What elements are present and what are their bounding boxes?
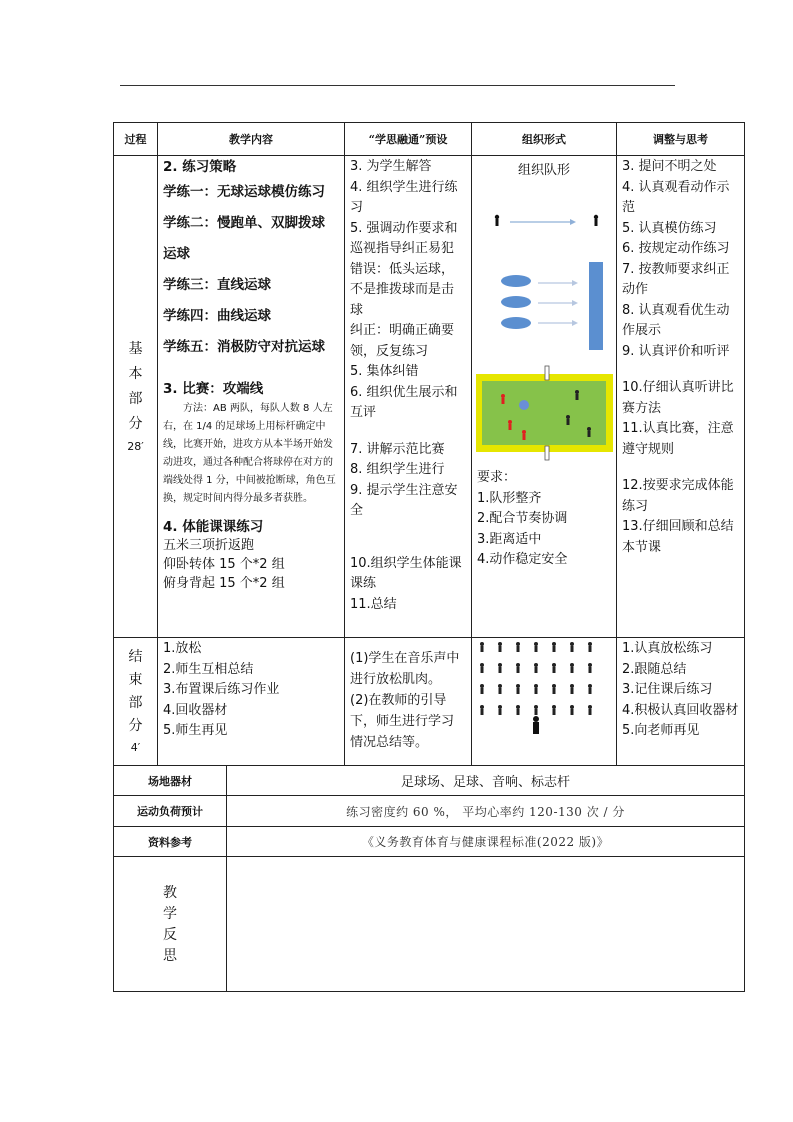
drill-4: 学练四：曲线运球 — [163, 308, 271, 324]
reference-row — [114, 827, 744, 857]
reflection-label: 教 学 反 思 — [114, 857, 227, 991]
venue-row — [114, 766, 744, 796]
reference-label: 资料参考 — [114, 827, 227, 856]
formation-diagram — [472, 178, 617, 468]
basic-content — [158, 156, 345, 637]
req-item: 3.距离适中 — [477, 531, 542, 547]
ending-adjustment — [617, 638, 744, 765]
lesson-plan-table — [113, 122, 745, 992]
reflection-row — [114, 857, 744, 991]
adjust-item: 3. 提问不明之处 — [622, 159, 717, 174]
strategy-title: 2. 练习策略 — [163, 159, 237, 175]
ending-adjust-item: 3.记住课后练习 — [622, 682, 713, 697]
req-item: 1.队形整齐 — [477, 490, 542, 506]
reference-value: 《义务教育体育与健康课程标准(2022 版)》 — [361, 835, 610, 849]
adjust-item: 4. 认真观看动作示范 — [622, 179, 730, 215]
adjust-item: 9. 认真评价和听评 — [622, 343, 730, 359]
match-title: 3. 比赛：攻端线 — [163, 381, 264, 397]
preset-item: 10.组织学生体能课课练 — [350, 555, 462, 591]
req-item: 4.动作稳定安全 — [477, 552, 568, 567]
ball-group-icon — [501, 317, 531, 329]
ending-item: 2.师生互相总结 — [163, 661, 254, 677]
ending-duration: 4′ — [130, 740, 141, 754]
preset-item: 4. 组织学生进行练习 — [350, 179, 458, 215]
basic-organization — [472, 156, 617, 637]
formation-title: 组织队形 — [517, 163, 570, 178]
ending-content — [158, 638, 345, 765]
ball-icon — [519, 400, 529, 410]
load-row — [114, 796, 744, 827]
adjust-item: 7. 按教师要求纠正动作 — [622, 261, 730, 297]
person-grid-icon — [480, 642, 592, 652]
ball-group-icon — [501, 275, 531, 287]
adjust-item: 6. 按规定动作练习 — [622, 241, 730, 256]
fitness-item-3: 俯身背起 15 个*2 组 — [163, 575, 285, 591]
drill-3: 学练三：直线运球 — [163, 277, 271, 293]
basic-part-row — [114, 156, 744, 638]
ending-preset-item: (2)在教师的引导下，师生进行学习情况总结等。 — [350, 693, 455, 750]
load-value: 练习密度约 60 %， 平均心率约 120-130 次 / 分 — [346, 804, 625, 819]
basic-preset — [345, 156, 472, 637]
req-title: 要求： — [477, 470, 517, 485]
table-header-row — [114, 123, 744, 156]
load-label: 运动负荷预计 — [114, 796, 227, 826]
ending-item: 1.放松 — [163, 641, 202, 656]
drill-2: 学练二：慢跑单、双脚拨球 — [163, 215, 325, 231]
ending-adjust-item: 1.认真放松练习 — [622, 641, 713, 656]
preset-item: 8. 组织学生进行 — [350, 462, 445, 477]
preset-item: 5. 强调动作要求和巡视指导纠正易犯错误：低头运球，不是推拨球而是击球 — [350, 220, 458, 318]
header-process: 过程 — [114, 123, 158, 155]
match-description: 方法：AB 两队，每队人数 8 人左右，在 1/4 的足球场上用标杆确定中线，比赛开始，进攻方从本半场开始发动进攻，通过各种配合将球停在对方的端线处得 1 分，中间被抢断球，角色互换，规定时间内得分最多者获胜。 — [163, 402, 336, 504]
reflection-content — [227, 857, 744, 991]
ending-preset-item: (1)学生在音乐声中进行放松肌肉。 — [350, 651, 460, 687]
basic-adjustment — [617, 156, 744, 637]
ball-group-icon — [501, 296, 531, 308]
ending-adjust-item: 2.跟随总结 — [622, 661, 687, 677]
header-preset: “学思融通”预设 — [345, 123, 472, 155]
adjust-item: 11.认真比赛，注意遵守规则 — [622, 421, 734, 457]
preset-item: 3. 为学生解答 — [350, 159, 432, 174]
preset-item: 纠正：明确正确要领，反复练习 — [350, 323, 455, 359]
person-icon — [594, 215, 598, 226]
drill-2-cont: 运球 — [163, 246, 190, 262]
person-icon — [495, 215, 499, 226]
ending-item: 3.布置课后练习作业 — [163, 682, 280, 697]
ending-part-row — [114, 638, 744, 766]
drill-5: 学练五：消极防守对抗运球 — [163, 339, 325, 355]
wall-icon — [589, 262, 603, 350]
fitness-item-1: 五米三项折返跑 — [163, 537, 255, 553]
ending-adjust-item: 5.向老师再见 — [622, 723, 700, 738]
preset-item: 7. 讲解示范比赛 — [350, 441, 445, 457]
header-organization: 组织形式 — [472, 123, 617, 155]
header-adjustment: 调整与思考 — [653, 133, 708, 146]
basic-duration: 28′ — [127, 439, 144, 453]
goal-post-icon — [545, 366, 549, 380]
goal-post-icon — [545, 446, 549, 460]
ending-item: 5.师生再见 — [163, 723, 228, 738]
teacher-icon — [533, 716, 539, 734]
adjust-item: 13.仔细回顾和总结本节课 — [622, 519, 734, 555]
venue-label: 场地器材 — [114, 766, 227, 795]
preset-item: 5. 集体纠错 — [350, 364, 419, 379]
ending-item: 4.回收器材 — [163, 702, 228, 718]
header-rule — [120, 85, 675, 86]
ending-organization — [472, 638, 617, 765]
fitness-title: 4. 体能课课练习 — [163, 518, 264, 535]
arrowhead-icon — [570, 219, 576, 225]
ending-adjust-item: 4.积极认真回收器材 — [622, 702, 739, 718]
preset-item: 11.总结 — [350, 596, 397, 612]
fitness-item-2: 仰卧转体 15 个*2 组 — [163, 556, 285, 572]
venue-value: 足球场、足球、音响、标志杆 — [400, 775, 570, 790]
req-item: 2.配合节奏协调 — [477, 511, 568, 526]
preset-item: 9. 提示学生注意安全 — [350, 482, 458, 518]
ending-phase-label: 结 束 部 分 4′ — [114, 638, 158, 765]
adjust-item: 8. 认真观看优生动作展示 — [622, 302, 730, 338]
requirements — [472, 468, 616, 572]
ending-formation-diagram — [472, 638, 617, 764]
preset-item: 6. 组织优生展示和互评 — [350, 384, 458, 420]
adjust-item: 5. 认真模仿练习 — [622, 220, 717, 236]
adjust-item: 12.按要求完成体能练习 — [622, 478, 734, 514]
drill-1: 学练一：无球运球模仿练习 — [163, 184, 325, 200]
header-content: 教学内容 — [158, 123, 345, 155]
adjust-item: 10.仔细认真听讲比赛方法 — [622, 380, 734, 416]
ending-preset — [345, 638, 472, 765]
basic-phase-label: 基 本 部 分 28′ — [114, 156, 158, 637]
